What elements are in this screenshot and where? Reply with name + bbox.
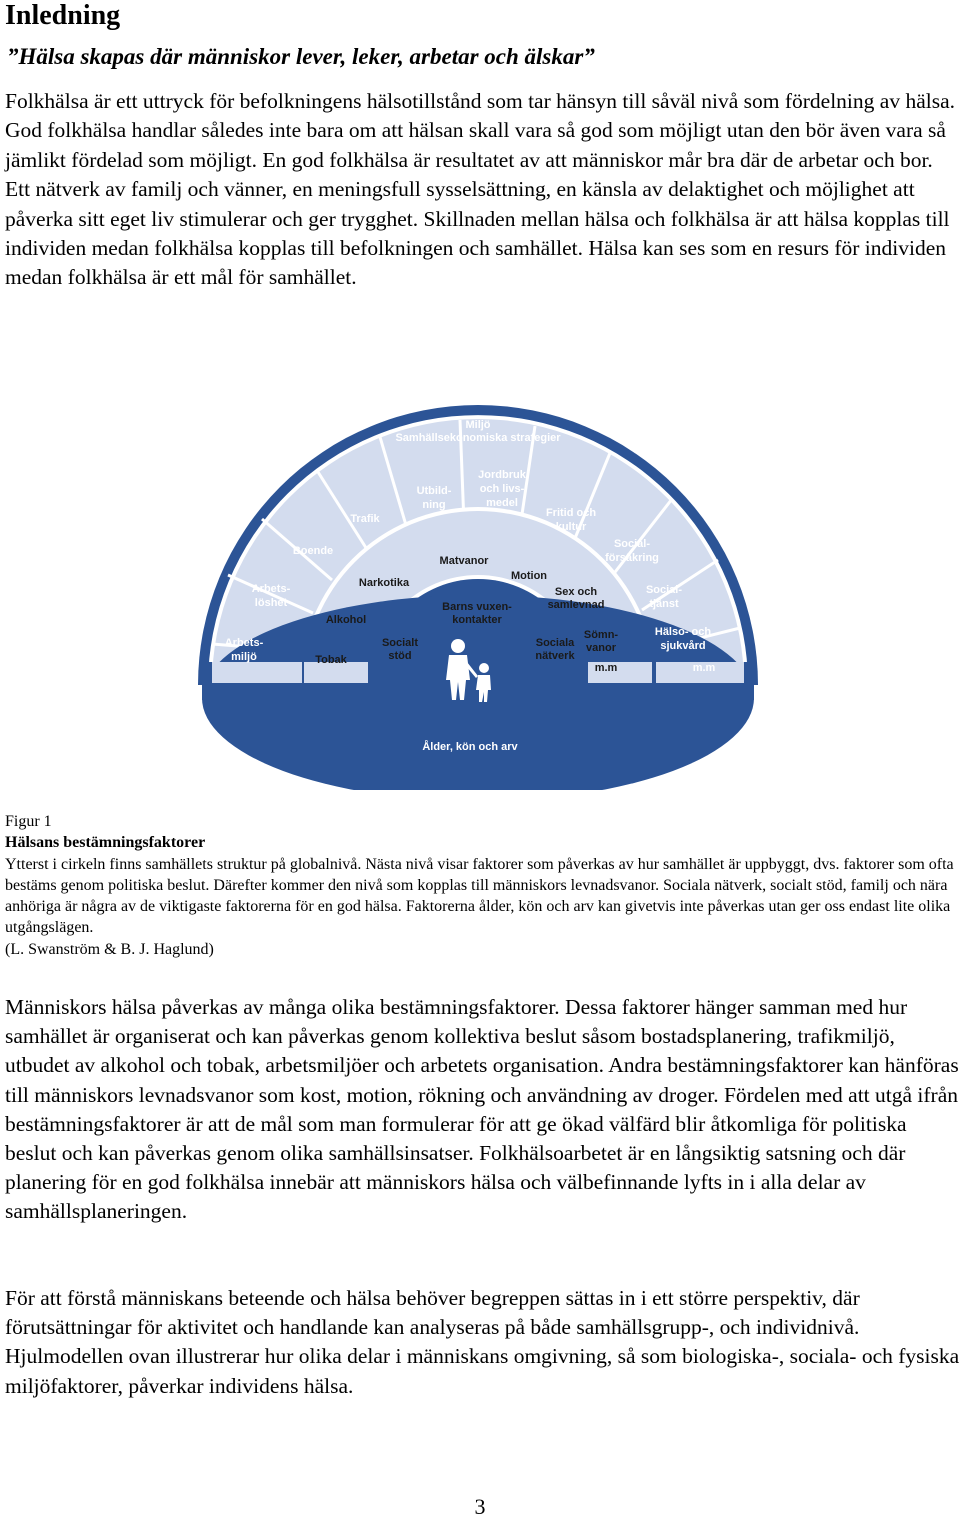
outer-title-1: Miljö — [465, 419, 491, 431]
figure-source: (L. Swanström & B. J. Haglund) — [5, 940, 214, 958]
page-heading: Inledning — [5, 0, 121, 31]
label-arbetsmiljo-2: miljö — [231, 651, 257, 663]
label-sex-2: samlevnad — [547, 599, 605, 611]
label-socialtjanst-1: Social- — [645, 584, 683, 596]
label-somn-2: vanor — [586, 642, 616, 654]
label-sex-1: Sex och — [554, 586, 598, 598]
figure-caption — [5, 811, 955, 960]
paragraph-1: Folkhälsa är ett uttryck för befolkningens hälsotillstånd som tar hänsyn till såväl nivå som fördelning av hälsa. God folkhälsa handlar således inte bara om att hälsan skall vara så god som möjligt utan den bör även vara så jämlikt fördelad som möjligt. En god folkhälsa är resultatet av att människor mår bra där de arbetar och bor. Ett nätverk av familj och vänner, en meningsfull sysselsättning, en känsla av delaktighet och möjlighet att påverka sitt eget liv stimulerar och ger trygghet. Skillnaden mellan hälsa och folkhälsa är att hälsa kopplas till individen medan folkhälsa kopplas till befolkningen och samhället. Hälsa kan ses som en resurs för individen medan folkhälsa är ett mål för samhället. — [5, 89, 955, 290]
label-socialtjanst-2: tjänst — [649, 598, 679, 610]
label-middle-mm: m.m — [594, 662, 618, 674]
label-halso-sjukvard-1: Hälso- och — [654, 626, 712, 638]
health-determinants-diagram — [0, 400, 960, 790]
figure-title: Hälsans bestämningsfaktorer — [5, 834, 206, 852]
diagram-svg — [0, 400, 960, 790]
label-utbildning-2: ning — [422, 499, 446, 511]
page-number: 3 — [474, 1494, 486, 1519]
label-arbetsmiljo-1: Arbets- — [224, 637, 264, 649]
quote: ”Hälsa skapas där människor lever, leker, arbetar och älskar” — [7, 44, 595, 69]
label-socialt-stod-2: stöd — [388, 650, 412, 662]
label-boende: Boende — [292, 545, 334, 557]
outer-title-2: Samhällsekonomiska strategier — [395, 432, 561, 444]
label-halso-sjukvard-2: sjukvård — [660, 640, 706, 652]
label-social-forsakring-2: försäkring — [605, 552, 659, 564]
label-arbetsloshet-1: Arbets- — [251, 583, 291, 595]
label-arbetsloshet-2: löshet — [254, 597, 288, 609]
label-matvanor: Matvanor — [439, 555, 489, 567]
label-utbildning-1: Utbild- — [416, 485, 452, 497]
label-jordbruk-3: medel — [486, 497, 518, 509]
label-outer-mm: m.m — [692, 662, 716, 674]
figure-text: Ytterst i cirkeln finns samhällets struktur på globalnivå. Nästa nivå visar faktorer som påverkas av hur samhället är uppbyggt, dvs. faktorer som ofta bestäms genom politiska beslut. Därefter kommer den nivå som kopplas till människors levnadsvanor. Sociala nätverk, socialt stöd, familj och nära anhöriga är några av de viktigaste faktorerna för en god hälsa. Faktorerna ålder, kön och arv kan givetvis inte påverkas utan ger oss endast lite olika utgångslägen. — [5, 855, 954, 937]
label-barns-1: Barns vuxen- — [442, 601, 512, 613]
label-sociala-natverk-2: nätverk — [535, 650, 575, 662]
label-jordbruk-1: Jordbruk — [478, 469, 526, 481]
paragraph-3: För att förstå människans beteende och hälsa behöver begreppen sättas in i ett större perspektiv, där förutsättningar för aktivitet och handlande kan analyseras på både samhällsgrupp-, och individnivå. Hjulmodellen ovan illustrerar hur olika delar i människans omgivning, så som biologiska-, sociala- och fysiska miljöfaktorer, påverkar individens hälsa. — [5, 1286, 960, 1398]
label-somn-1: Sömn- — [583, 629, 619, 641]
label-narkotika: Narkotika — [358, 577, 410, 589]
label-tobak: Tobak — [315, 654, 347, 666]
paragraph-2: Människors hälsa påverkas av många olika bestämningsfaktorer. Dessa faktorer hänger samman med hur samhället är organiserat och kan påverkas genom kollektiva beslut såsom bostadsplanering, trafikmiljö, utbudet av alkohol och tobak, arbetsmiljöer och arbetets organisation. Andra bestämningsfaktorer kan hänföras till människors levnadsvanor som kost, motion, rökning och användning av droger. Fördelen med att utgå ifrån bestämningsfaktorer är att de mål som man formulerar för att ge ökad välfärd blir åtkomliga för politiska beslut och kan påverkas genom olika samhällsinsatser. Folkhälsoarbetet är en långsiktig satsning och där planering för en god folkhälsa innebär att människors hälsa och välbefinnande lyfts in i alla delar av samhällsplaneringen. — [5, 995, 959, 1224]
figure-number: Figur 1 — [5, 813, 52, 830]
label-barns-2: kontakter — [452, 614, 502, 626]
label-fritid-2: kultur — [555, 521, 587, 533]
label-trafik: Trafik — [350, 513, 380, 525]
label-sociala-natverk-1: Sociala — [535, 637, 575, 649]
label-motion: Motion — [510, 570, 548, 582]
label-socialt-stod-1: Socialt — [381, 637, 419, 649]
label-alkohol: Alkohol — [325, 614, 367, 626]
label-core: Ålder, kön och arv — [422, 741, 518, 753]
label-jordbruk-2: och livs- — [479, 483, 525, 495]
label-social-forsakring-1: Social- — [613, 538, 651, 550]
label-fritid-1: Fritid och — [545, 507, 597, 519]
